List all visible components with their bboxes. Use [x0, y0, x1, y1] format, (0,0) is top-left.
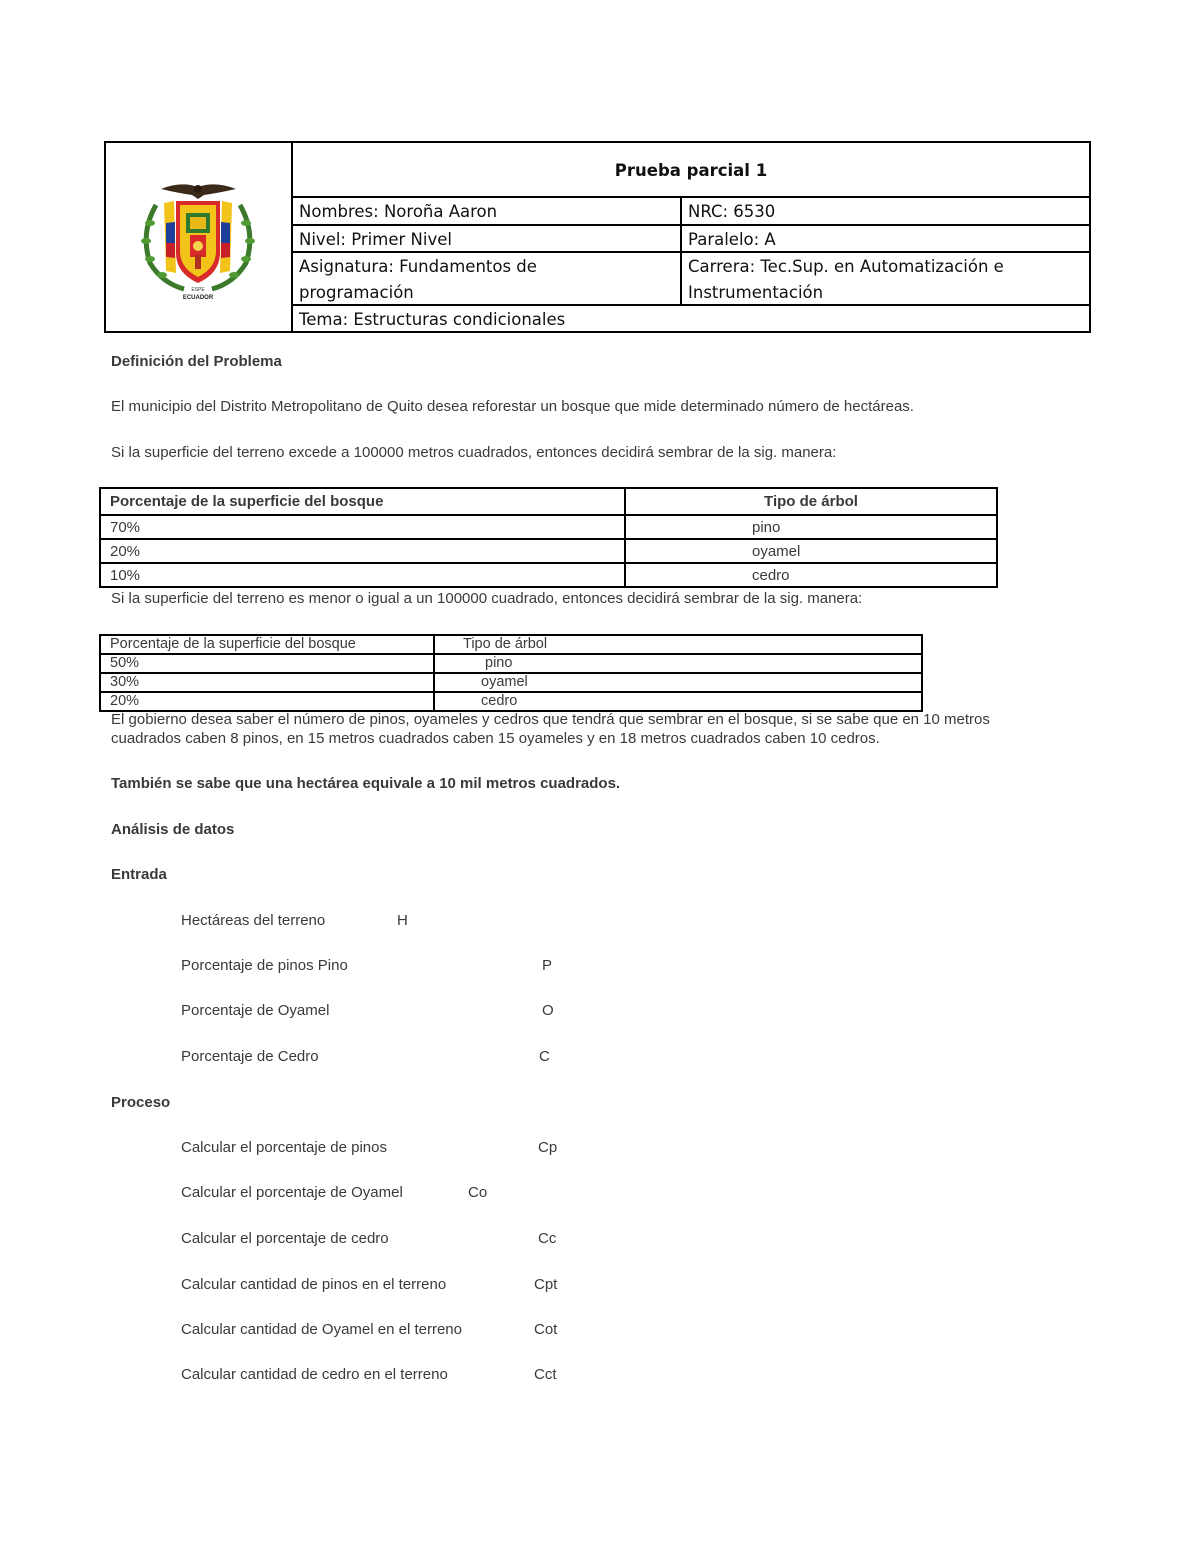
proceso-var: Cc	[538, 1230, 557, 1247]
proceso-label: Calcular el porcentaje de Oyamel	[181, 1184, 403, 1201]
header-nombres: Nombres: Noroña Aaron	[299, 202, 498, 221]
section-entrada: Entrada	[111, 866, 167, 883]
logo-caption: ECUADOR	[182, 295, 214, 301]
table2-cell: 50%	[100, 654, 434, 673]
table1-cell: pino	[625, 515, 997, 539]
paragraph-4-line2: cuadrados caben 8 pinos, en 15 metros cuadrados caben 15 oyameles y en 18 metros cuadrados caben 10 cedros.	[111, 730, 880, 747]
header-asignatura-line1: Asignatura: Fundamentos de	[299, 257, 537, 276]
paragraph-5: También se sabe que una hectárea equivale a 10 mil metros cuadrados.	[111, 775, 621, 792]
table-2	[99, 634, 923, 712]
paragraph-2: Si la superficie del terreno excede a 100000 metros cuadrados, entonces decidirá sembrar de la sig. manera:	[111, 444, 837, 461]
paragraph-1: El municipio del Distrito Metropolitano de Quito desea reforestar un bosque que mide determinado número de hectáreas.	[111, 398, 914, 415]
header-nivel: Nivel: Primer Nivel	[299, 230, 452, 249]
entrada-label: Porcentaje de pinos Pino	[181, 957, 348, 974]
header-carrera-line2: Instrumentación	[688, 283, 824, 302]
entrada-label: Porcentaje de Oyamel	[181, 1002, 330, 1019]
proceso-var: Cp	[538, 1139, 558, 1156]
section-analisis: Análisis de datos	[111, 821, 235, 838]
paragraph-3: Si la superficie del terreno es menor o igual a un 100000 cuadrado, entonces decidirá sembrar de la sig. manera:	[111, 590, 863, 607]
proceso-label: Calcular cantidad de Oyamel en el terreno	[181, 1321, 462, 1338]
proceso-label: Calcular cantidad de cedro en el terreno	[181, 1366, 448, 1383]
table2-cell: cedro	[434, 692, 922, 711]
table2-header-type: Tipo de árbol	[434, 635, 922, 654]
table2-header-percent: Porcentaje de la superficie del bosque	[100, 635, 434, 654]
header-tema: Tema: Estructuras condicionales	[299, 310, 566, 329]
table1-cell: 10%	[100, 563, 625, 587]
header-table	[104, 141, 1091, 333]
table2-cell: 20%	[100, 692, 434, 711]
entrada-var: H	[397, 912, 408, 929]
logo-cell	[106, 143, 293, 331]
coat-of-arms-logo	[106, 143, 291, 331]
table1-header-type: Tipo de árbol	[625, 488, 997, 515]
proceso-var: Cct	[534, 1366, 557, 1383]
paragraph-4-line1: El gobierno desea saber el número de pinos, oyameles y cedros que tendrá que sembrar en el bosque, si se sabe que en 10 metros	[111, 711, 990, 728]
header-title: Prueba parcial 1	[614, 161, 768, 180]
header-paralelo: Paralelo: A	[688, 230, 776, 249]
header-carrera-line1: Carrera: Tec.Sup. en Automatización e	[688, 257, 1004, 276]
proceso-label: Calcular el porcentaje de cedro	[181, 1230, 389, 1247]
proceso-var: Cpt	[534, 1276, 558, 1293]
table1-cell: 70%	[100, 515, 625, 539]
table1-cell: 20%	[100, 539, 625, 563]
header-asignatura-line2: programación	[299, 283, 414, 302]
table2-cell: 30%	[100, 673, 434, 692]
table1-header-percent: Porcentaje de la superficie del bosque	[100, 488, 625, 515]
proceso-var: Cot	[534, 1321, 558, 1338]
entrada-label: Porcentaje de Cedro	[181, 1048, 319, 1065]
proceso-label: Calcular cantidad de pinos en el terreno	[181, 1276, 447, 1293]
section-proceso: Proceso	[111, 1094, 171, 1111]
table-1	[99, 487, 998, 588]
table1-cell: cedro	[625, 563, 997, 587]
entrada-var: O	[542, 1002, 554, 1019]
table2-cell: oyamel	[434, 673, 922, 692]
logo-subcaption: ESPE	[191, 287, 205, 293]
entrada-var: C	[539, 1048, 550, 1065]
section-definicion: Definición del Problema	[111, 353, 282, 370]
proceso-label: Calcular el porcentaje de pinos	[181, 1139, 387, 1156]
table2-cell: pino	[434, 654, 922, 673]
table1-cell: oyamel	[625, 539, 997, 563]
entrada-label: Hectáreas del terreno	[181, 912, 326, 929]
header-nrc: NRC: 6530	[688, 202, 776, 221]
entrada-var: P	[542, 957, 553, 974]
proceso-var: Co	[468, 1184, 488, 1201]
